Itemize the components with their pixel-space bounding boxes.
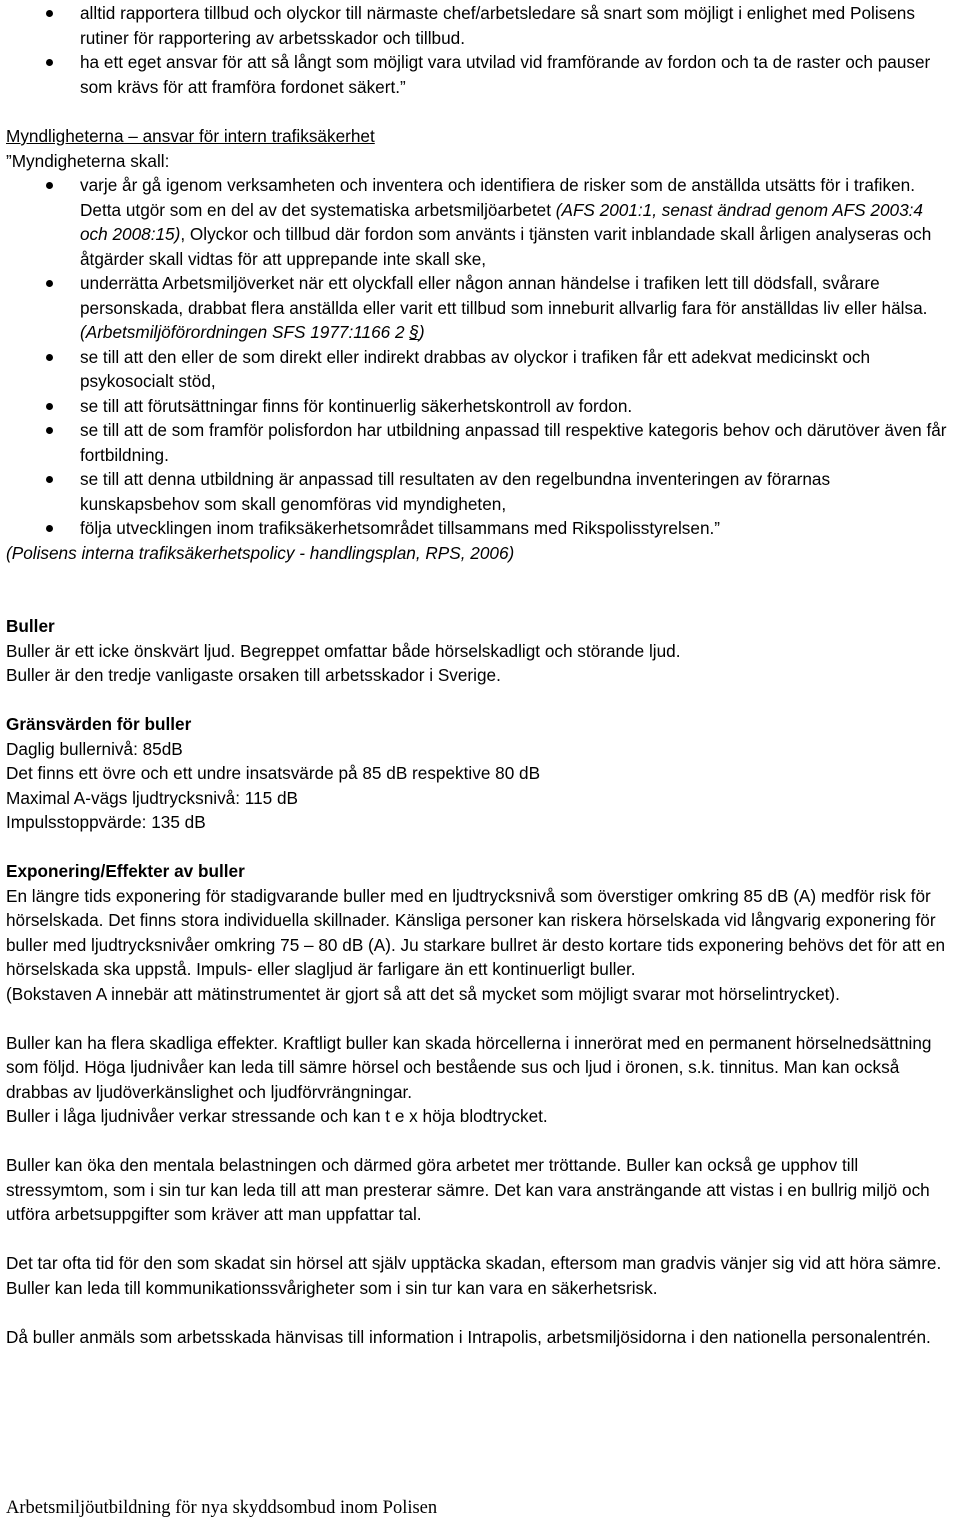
page-footer: Arbetsmiljöutbildning för nya skyddsombud inom Polisen: [6, 1498, 438, 1518]
paragraph: Maximal A-vägs ljudtrycksnivå: 115 dB: [6, 787, 298, 808]
text: underrätta Arbetsmiljöverket när ett olyckfall eller någon annan händelse i trafiken lett till dödsfall, svårare personskada, drabbat flera anställda eller varit ett tillbud som inneburit allvarlig fara för anställdas liv eller hälsa.: [80, 273, 928, 318]
paragraph: En längre tids exponering för stadigvarande buller med en ljudtrycksnivå som överstiger omkring 85 dB (A) medför risk för hörselskada. Det finns stora individuella skillnader. Känsliga personer kan riskera hörselskada vid långvarig exponering för buller med ljudtrycksnivåer omkring 75 – 80 dB (A). Ju starkare bullret är desto kortare tids exponering behövs det för att en hörselskada ska uppstå. Impuls- eller slagljud är farligare än ett kontinuerligt buller.: [6, 885, 946, 979]
list-item: ha ett eget ansvar för att så långt som möjligt vara utvilad vid framförande av fordon och ta de raster och pauser som krävs för att framföra fordonet säkert.”: [6, 50, 951, 99]
section-sign: §: [409, 322, 419, 342]
list-item: följa utvecklingen inom trafiksäkerhetsområdet tillsammans med Rikspolisstyrelsen.”: [6, 516, 951, 541]
paragraph: Det finns ett övre och ett undre insatsvärde på 85 dB respektive 80 dB: [6, 763, 541, 783]
citation-close: ): [418, 322, 425, 342]
list-item: [6, 271, 951, 345]
paragraph: (Bokstaven A innebär att mätinstrumentet är gjort så att det så mycket som möjligt svarar mot hörselintrycket).: [6, 983, 840, 1004]
paragraph: Impulsstoppvärde: 135 dB: [6, 812, 206, 832]
paragraph: Då buller anmäls som arbetsskada hänvisas till information i Intrapolis, arbetsmiljösidorna i den nationella personalentrén.: [6, 1326, 931, 1347]
list-item: [6, 173, 951, 271]
paragraph: Buller kan ha flera skadliga effekter. Kraftligt buller kan skada hörcellerna i innerörat med en permanent hörselnedsättning som följd. Höga ljudnivåer kan leda till sämre hörsel och bestående sus och ljud i öronen, s.k. tinnitus. Man kan också drabbas av ljudöverkänslighet och ljudförvrängningar.: [6, 1032, 932, 1102]
paragraph: Buller är den tredje vanligaste orsaken till arbetsskador i Sverige.: [6, 665, 501, 685]
list-item: alltid rapportera tillbud och olyckor till närmaste chef/arbetsledare så snart som möjligt i enlighet med Polisens rutiner för rapportering av arbetsskador och tillbud.: [6, 1, 951, 50]
list-item: se till att den eller de som direkt eller indirekt drabbas av olyckor i trafiken får ett adekvat medicinskt och psykosocialt stöd,: [6, 345, 951, 394]
citation: (Arbetsmiljöförordningen SFS 1977:1166 2: [80, 322, 410, 342]
limits-heading: Gränsvärden för buller: [6, 714, 192, 734]
list-item: se till att denna utbildning är anpassad till resultaten av den regelbundna inventeringen av förarnas kunskapsbehov som skall genomföras vid myndigheten,: [6, 467, 951, 516]
exposure-heading: Exponering/Effekter av buller: [6, 861, 245, 881]
paragraph: Daglig bullernivå: 85dB: [6, 738, 183, 759]
list-item: se till att förutsättningar finns för kontinuerlig säkerhetskontroll av fordon.: [6, 394, 951, 419]
buller-heading: Buller: [6, 616, 55, 636]
section-heading: Myndligheterna – ansvar för intern trafiksäkerhet: [6, 126, 375, 146]
paragraph: Buller kan leda till kommunikationssvårigheter som i sin tur kan vara en säkerhetsrisk.: [6, 1277, 658, 1298]
paragraph: Buller är ett icke önskvärt ljud. Begreppet omfattar både hörselskadligt och störande ljud.: [6, 640, 681, 661]
paragraph: Det tar ofta tid för den som skadat sin hörsel att själv upptäcka skadan, eftersom man gradvis vänjer sig vid att höra sämre.: [6, 1253, 942, 1273]
citation: (AFS 2001:1, senast ändrad genom AFS 2003:4 och 2008:15): [80, 199, 923, 244]
paragraph: Buller kan öka den mentala belastningen och därmed göra arbetet mer tröttande. Buller kan också ge upphov till stressymtom, som i sin tur kan leda till att man presterar sämre. Det kan vara ansträngande att vistas i en bullrig miljö och utföra arbetsuppgifter som kräver att man uppfattar tal.: [6, 1155, 930, 1224]
list-item: se till att de som framför polisfordon har utbildning anpassad till respektive kategoris behov och därutöver även får fortbildning.: [6, 418, 951, 467]
document-page: [6, 0, 951, 1349]
top-bullet-list: [6, 1, 951, 99]
text: varje år gå igenom verksamheten och inventera och identifiera de risker som de anställda utsätts för i trafiken. Detta utgör som en del av det systematiska arbetsmiljöarbetet: [80, 175, 915, 220]
paragraph: Buller i låga ljudnivåer verkar stressande och kan t e x höja blodtrycket.: [6, 1106, 548, 1126]
section-intro: ”Myndigheterna skall:: [6, 150, 170, 171]
policy-source: (Polisens interna trafiksäkerhetspolicy - handlingsplan, RPS, 2006): [6, 542, 515, 563]
authority-duties-list: [6, 173, 951, 541]
text: , Olyckor och tillbud där fordon som använts i tjänsten varit inblandade skall årligen analyseras och åtgärder skall vidtas för att upprepande inte skall ske,: [80, 224, 932, 269]
